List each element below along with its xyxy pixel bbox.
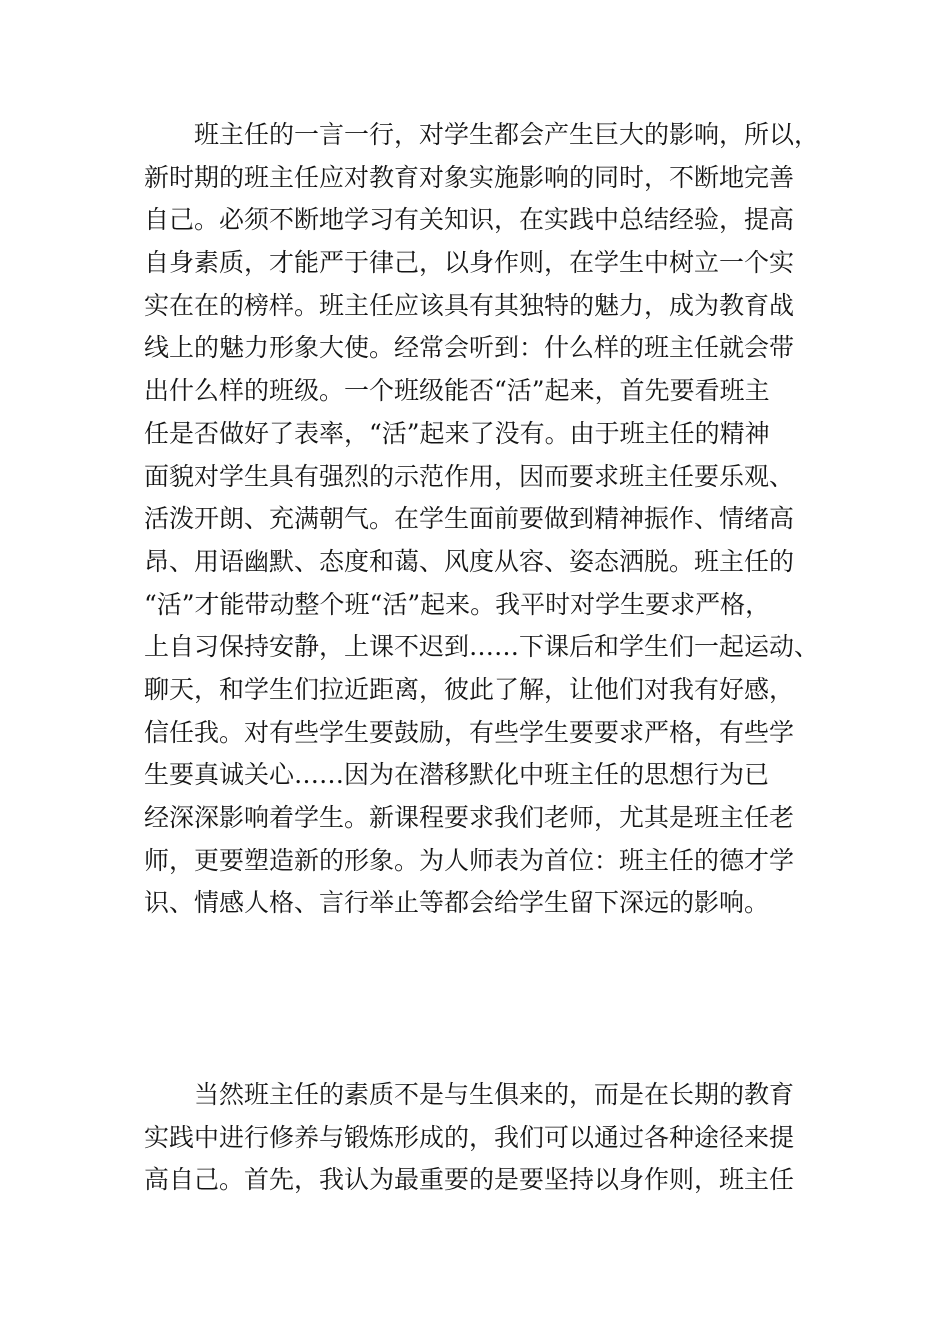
paragraph-2 <box>144 1074 844 1202</box>
text-line: 自己。必须不断地学习有关知识，在实践中总结经验，提高 <box>144 205 795 235</box>
text-line: 出什么样的班级。一个班级能否“活”起来，首先要看班主 <box>144 376 770 406</box>
text-line: 线上的魅力形象大使。经常会听到：什么样的班主任就会带 <box>144 333 795 363</box>
text-line: 经深深影响着学生。新课程要求我们老师，尤其是班主任老 <box>144 803 795 832</box>
text-line: 班主任的一言一行，对学生都会产生巨大的影响，所以， <box>194 120 820 149</box>
text-line: 识、情感人格、言行举止等都会给学生留下深远的影响。 <box>144 888 770 918</box>
text-line: 实在在的榜样。班主任应该具有其独特的魅力，成为教育战 <box>144 290 795 320</box>
text-line: 活泼开朗、充满朝气。在学生面前要做到精神振作、情绪高 <box>144 504 795 534</box>
paragraph-1 <box>144 114 844 925</box>
text-line: 昂、用语幽默、态度和蔼、风度从容、姿态洒脱。班主任的 <box>144 546 795 576</box>
text-line: 实践中进行修养与锻炼形成的，我们可以通过各种途径来提 <box>144 1122 795 1152</box>
text-line: 当然班主任的素质不是与生俱来的，而是在长期的教育 <box>194 1080 795 1109</box>
text-line: 师，更要塑造新的形象。为人师表为首位：班主任的德才学 <box>144 845 795 875</box>
text-line: 生要真诚关心……因为在潜移默化中班主任的思想行为已 <box>144 760 770 790</box>
text-line: 任是否做好了表率，“活”起来了没有。由于班主任的精神 <box>144 418 770 448</box>
text-line: 自身素质，才能严于律己，以身作则，在学生中树立一个实 <box>144 248 795 278</box>
text-line: 信任我。对有些学生要鼓励，有些学生要要求严格，有些学 <box>144 717 795 747</box>
text-line: “活”才能带动整个班“活”起来。我平时对学生要求严格， <box>144 589 771 619</box>
text-line: 面貌对学生具有强烈的示范作用，因而要求班主任要乐观、 <box>144 461 795 491</box>
text-line: 高自己。首先，我认为最重要的是要坚持以身作则，班主任 <box>144 1165 795 1195</box>
text-line: 聊天，和学生们拉近距离，彼此了解，让他们对我有好感， <box>144 674 795 704</box>
text-line: 新时期的班主任应对教育对象实施影响的同时，不断地完善 <box>144 162 795 192</box>
text-line: 上自习保持安静，上课不迟到……下课后和学生们一起运动、 <box>144 632 820 662</box>
